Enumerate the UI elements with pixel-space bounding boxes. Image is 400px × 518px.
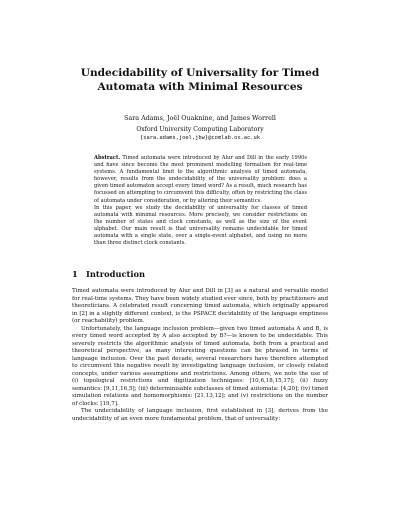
intro-paragraph-2: Unfortunately, the language inclusion problem—given two timed automata A and B, is every timed word accepted by A also accepted by B?—is known to be undecidable. This severely restricts the algorithmic analysis of timed automata, both from a practical and theoretical perspective, as many interesting questions can be phrased in terms of language inclusion. Over the past decade, several researchers have therefore attempted to circumvent this negative result by investigating language inclusion, or closely related concepts, under various assumptions and restrictions. Among others, we note the use of (i) topological restrictions and digitization techniques: [10,6,18,15,17]; (ii) fuzzy semantics: [9,11,16,5]; (iii) determinisable subclasses of timed automata: [4,20]; (iv) timed simulation relations and homomorphisms: [21,13,12]; and (v) restrictions on the number of clocks: [19,7]. [72,325,328,407]
section-heading [72,269,328,279]
authors: Sara Adams, Joël Ouaknine, and James Worrell [124,114,276,122]
email: {sara.adams,joel,jbw}@comlab.ox.ac.uk [139,135,261,141]
title-line-1: Undecidability of Universality for Timed [80,67,320,79]
paper-title [60,66,340,94]
introduction-body [72,288,328,423]
abstract-label: Abstract. [94,155,121,161]
section-title: Introduction [86,269,146,279]
intro-paragraph-1: Timed automata were introduced by Alur and Dill in [3] as a natural and versatile model for real-time systems. They have been widely studied ever since, both by practitioners and theoreticians. A celebrated result concerning timed automata, which originally appeared in [2] in a slightly different context, is the PSPACE decidability of the language emptiness (or reachability) problem. [72,288,328,324]
affiliation-block [60,126,340,142]
title-line-2: Automata with Minimal Resources [97,81,303,93]
affiliation: Oxford University Computing Laboratory [136,126,264,133]
abstract-paragraph-2: In this paper, we study the decidability of universality for classes of timed automata with minimal resources. More precisely, we consider restrictions on the number of states and clock constants, as well as the size of the event alphabet. Our main result is that universality remains undecidable for timed automata with a single state, over a single-event alphabet, and using no more than three distinct clock constants. [94,204,307,247]
abstract-paragraph-1 [94,155,307,205]
abstract [94,155,307,247]
abstract-text-1: Timed automata were introduced by Alur and Dill in the early 1990s and have since become the most prominent modelling formalism for real-time systems. A fundamental limit to the algorithmic analysis of timed automata, however, results from the undecidability of the universality problem: does a given timed automaton accept every timed word? As a result, much research has focussed on attempting to circumvent this difficulty, often by restricting the class of automata under consideration, or by altering their semantics. [94,155,308,204]
section-number: 1 [72,269,78,279]
intro-paragraph-3: The undecidability of language inclusion, first established in [3], derives from the undecidability of an even more fundamental problem, that of universality: [72,408,328,422]
